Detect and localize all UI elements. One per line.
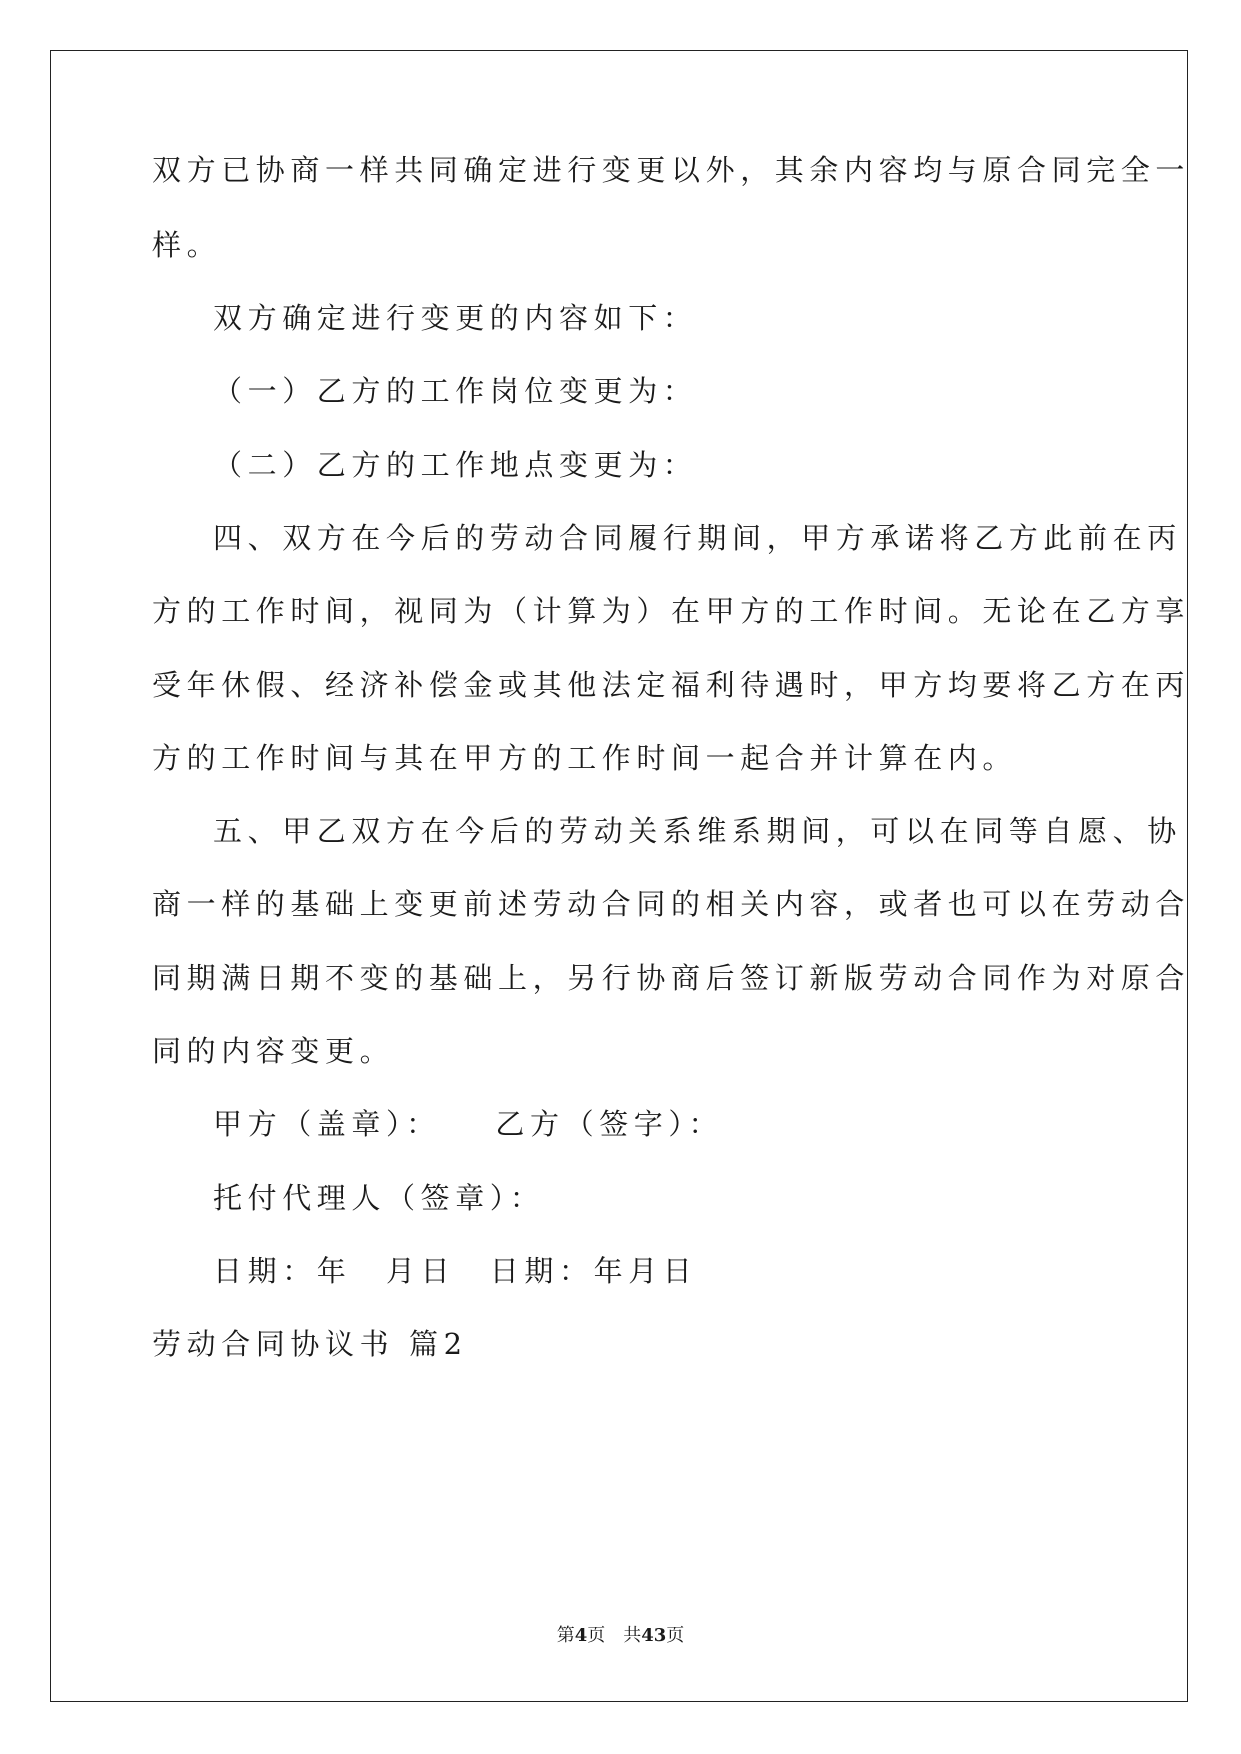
list-item-line: （二）乙方的工作地点变更为： [213,448,698,482]
section-heading: 劳动合同协议书 篇2 [152,1327,468,1361]
clause-four-text: 方的工作时间与其在甲方的工作时间一起合并计算在内。 [152,741,1018,775]
signature-party-line: 甲方（盖章）： 乙方（签字）： [213,1107,724,1141]
body-text-line: 样。 [152,228,222,262]
clause-four-text: 受年休假、经济补偿金或其他法定福利待遇时，甲方均要将乙方在丙 [152,668,1191,702]
footer-middle: 页 共 [587,1625,642,1646]
body-text-line: 双方确定进行变更的内容如下： [213,301,698,335]
clause-five-text: 同期满日期不变的基础上，另行协商后签订新版劳动合同作为对原合 [152,961,1191,995]
body-text-line: 双方已协商一样共同确定进行变更以外，其余内容均与原合同完全一 [152,153,1191,187]
footer-suffix: 页 [666,1625,685,1646]
list-item-line: （一）乙方的工作岗位变更为： [213,374,698,408]
clause-four-text: 方的工作时间，视同为（计算为）在甲方的工作时间。无论在乙方享 [152,594,1191,628]
clause-four-text: 四、双方在今后的劳动合同履行期间，甲方承诺将乙方此前在丙 [213,521,1182,555]
footer-page-number: 4 [574,1625,588,1646]
page-footer [0,1624,1241,1648]
clause-five-text: 商一样的基础上变更前述劳动合同的相关内容，或者也可以在劳动合 [152,887,1191,921]
clause-five-text: 同的内容变更。 [152,1034,395,1068]
signature-date-line: 日期：年 月日 日期：年月日 [213,1254,698,1288]
signature-agent-line: 托付代理人（签章）： [213,1181,545,1215]
footer-total-pages: 43 [641,1625,667,1646]
clause-five-text: 五、甲乙双方在今后的劳动关系维系期间，可以在同等自愿、协 [213,814,1182,848]
footer-prefix: 第 [556,1625,575,1646]
